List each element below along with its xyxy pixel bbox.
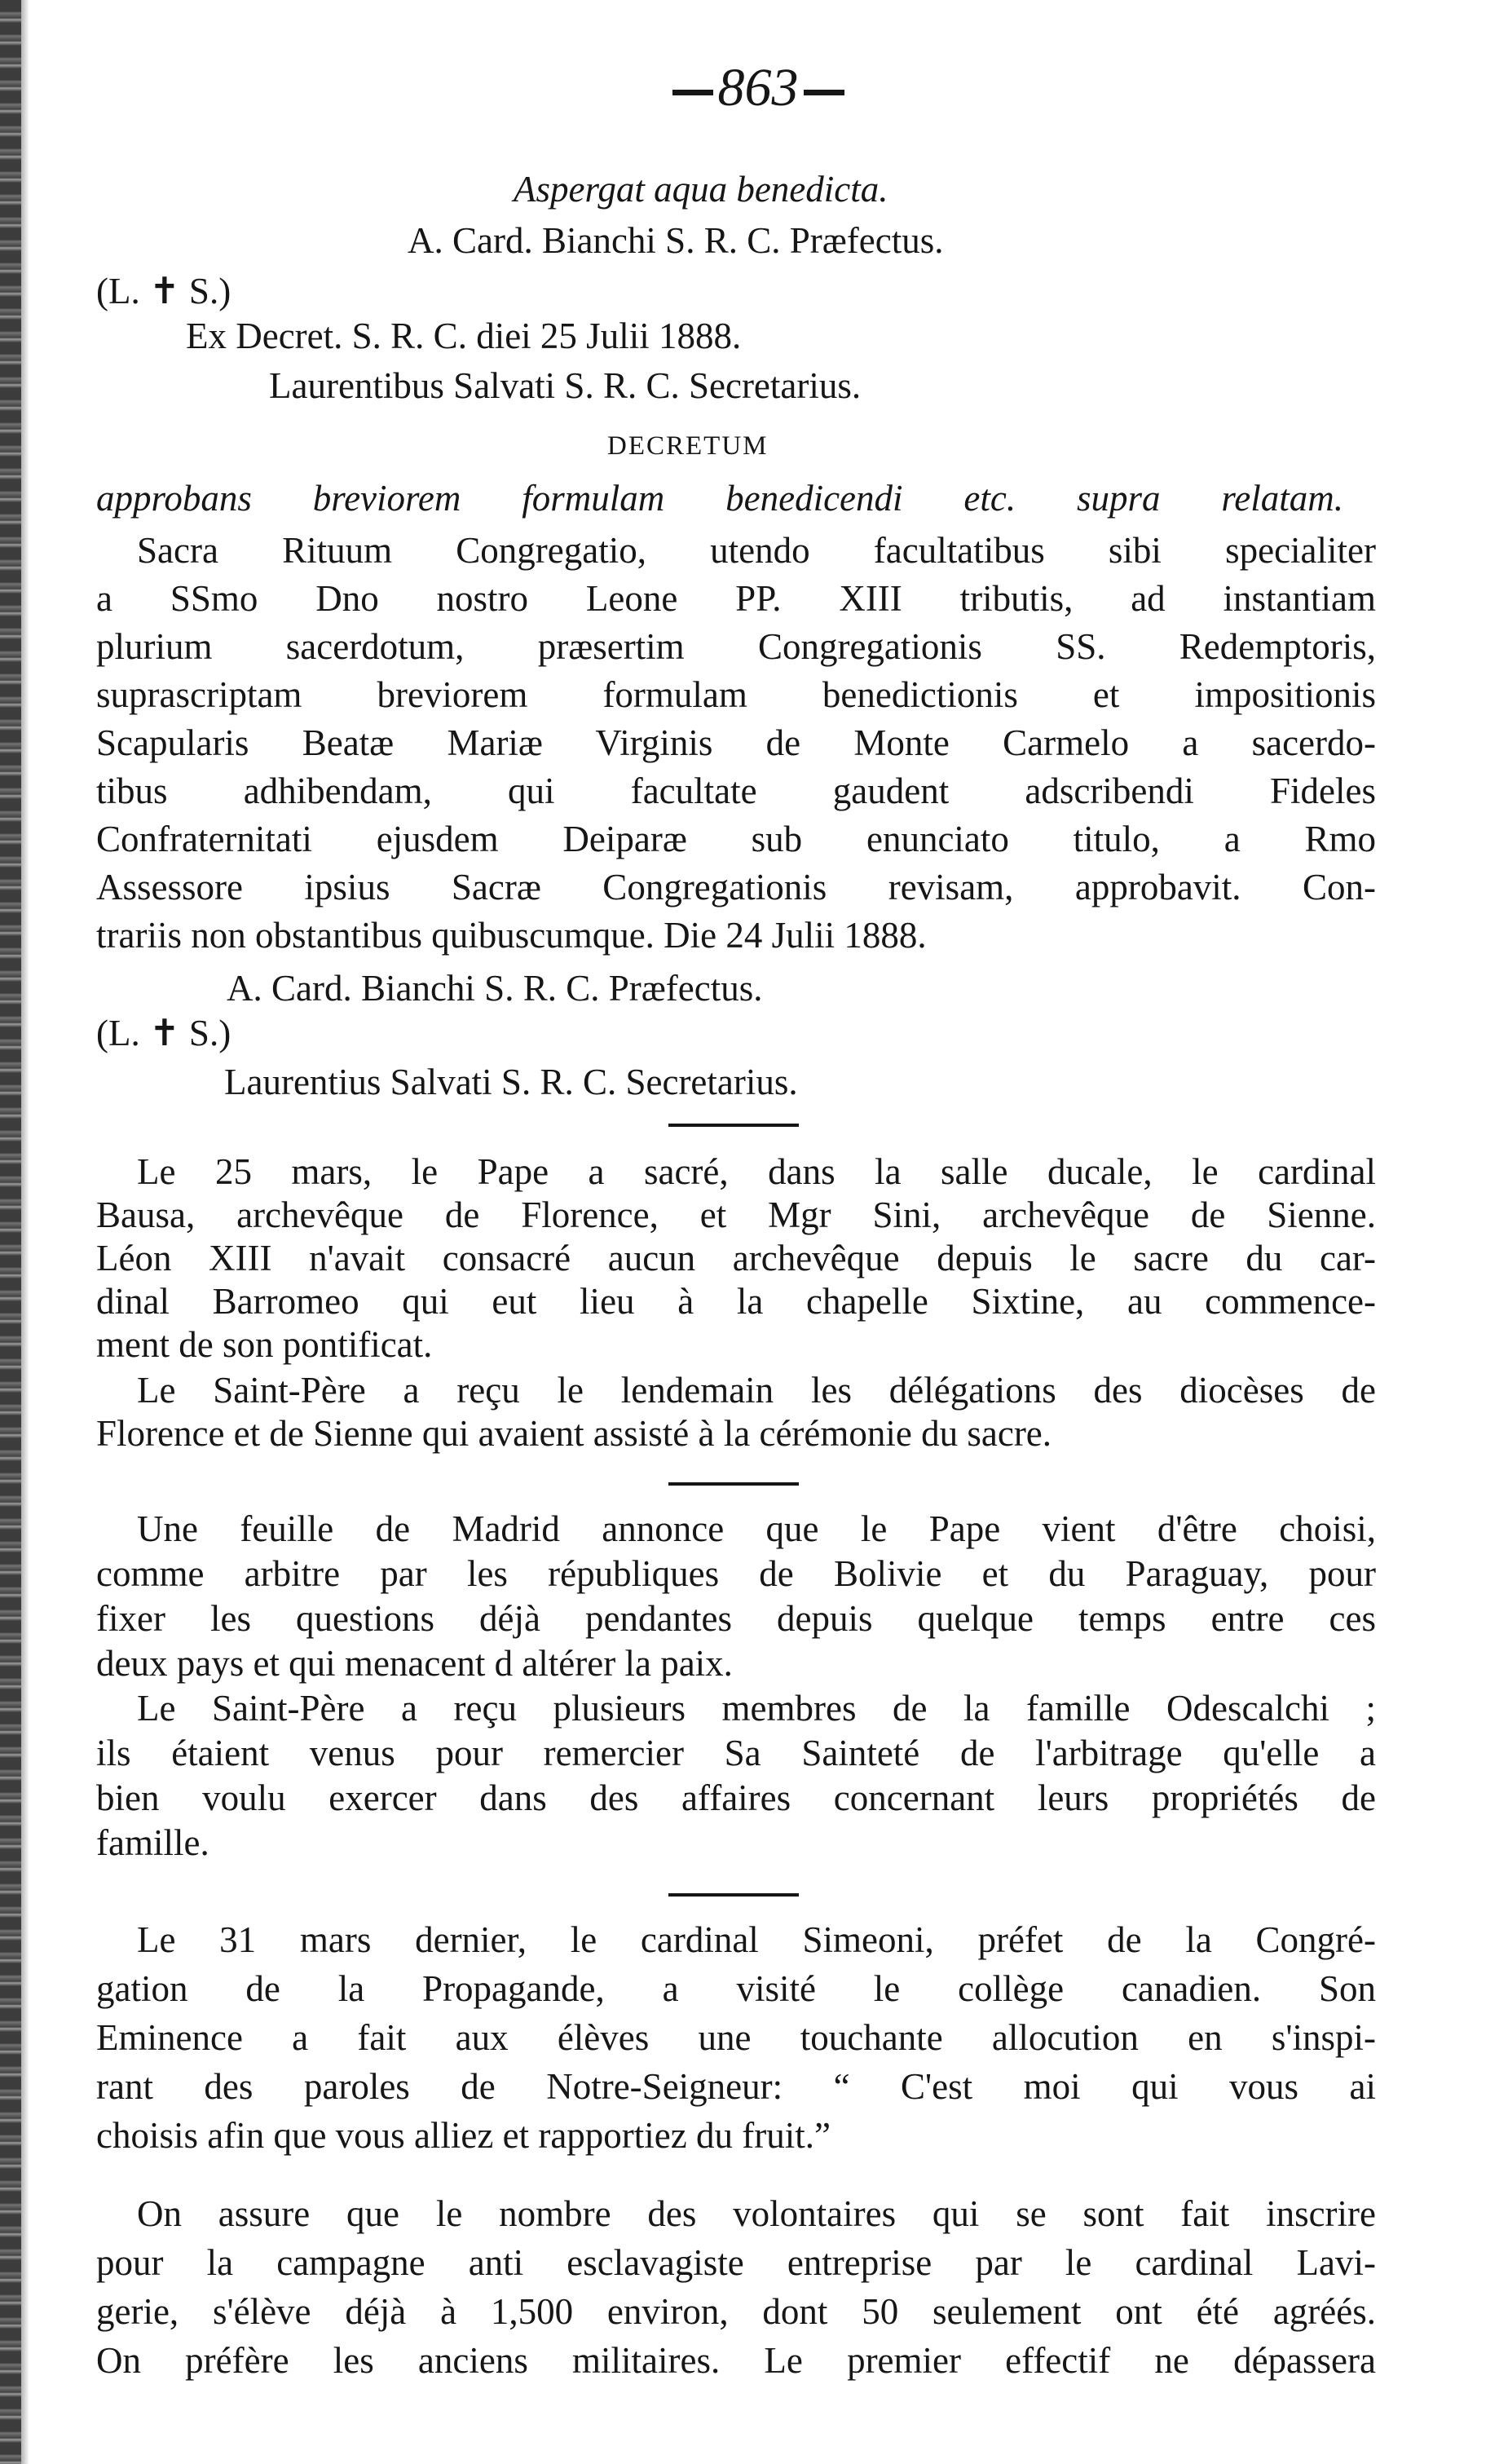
news4-line: gerie, s'élève déjà à 1,500 environ, dont 50 seulement ont été agréés. (96, 2291, 1376, 2332)
news2-line: fixer les questions déjà pendantes depuis quelque temps entre ces (96, 1598, 1376, 1639)
news1-line: Le Saint-Père a reçu le lendemain les délégations des diocèses de (137, 1370, 1376, 1411)
decretum-line: Scapularis Beatæ Mariæ Virginis de Monte Carmelo a sacerdo- (96, 722, 1376, 763)
binding-shadow (21, 0, 29, 2464)
separator-rule (668, 1893, 799, 1897)
ex-decret-line: Ex Decret. S. R. C. diei 25 Julii 1888. (186, 316, 742, 356)
asperges-line: Aspergat aqua benedicta. (514, 169, 888, 210)
news1-line: dinal Barromeo qui eut lieu à la chapelle Sixtine, au commence- (96, 1281, 1376, 1322)
news2-line: bien voulu exercer dans des affaires concernant leurs propriétés de (96, 1777, 1376, 1818)
news1-line: Léon XIII n'avait consacré aucun archevêque depuis le sacre du car- (96, 1238, 1376, 1278)
decretum-line: tibus adhibendam, qui facultate gaudent adscribendi Fideles (96, 771, 1376, 811)
news2-line: ils étaient venus pour remercier Sa Sainteté de l'arbitrage qu'elle a (96, 1733, 1376, 1773)
page-number (619, 57, 897, 130)
prefect-signature-2: A. Card. Bianchi S. R. C. Præfectus. (227, 968, 763, 1009)
seal-1: (L. ✝ S.) (96, 271, 231, 311)
news2-line: Une feuille de Madrid annonce que le Pape vient d'être choisi, (137, 1508, 1376, 1549)
secretary-signature-1: Laurentibus Salvati S. R. C. Secretarius. (269, 365, 862, 406)
secretary-signature-2: Laurentius Salvati S. R. C. Secretarius. (224, 1062, 798, 1102)
news3-line: Eminence a fait aux élèves une touchante allocution en s'inspi- (96, 2017, 1376, 2058)
page-number-text: 863 (717, 58, 799, 117)
news4-line: On assure que le nombre des volontaires qui se sont fait inscrire (137, 2193, 1376, 2234)
decretum-line: trariis non obstantibus quibuscumque. Die 24 Julii 1888. (96, 915, 927, 956)
news1-line: ment de son pontificat. (96, 1324, 433, 1365)
book-binding-edge (0, 0, 21, 2464)
news1-line: Florence et de Sienne qui avaient assisté à la cérémonie du sacre. (96, 1413, 1052, 1454)
news1-line: Bausa, archevêque de Florence, et Mgr Sini, archevêque de Sienne. (96, 1194, 1376, 1235)
ornament-dash-right (804, 90, 844, 95)
news3-line: rant des paroles de Notre-Seigneur: “ C'est moi qui vous ai (96, 2066, 1376, 2107)
news4-line: pour la campagne anti esclavagiste entreprise par le cardinal Lavi- (96, 2242, 1376, 2283)
separator-rule (668, 1124, 799, 1127)
news1-line: Le 25 mars, le Pape a sacré, dans la salle ducale, le cardinal (137, 1151, 1376, 1192)
news2-line: Le Saint-Père a reçu plusieurs membres de la famille Odescalchi ; (137, 1688, 1376, 1729)
decretum-line: suprascriptam breviorem formulam benedictionis et impositionis (96, 674, 1376, 715)
news2-line: deux pays et qui menacent d altérer la paix. (96, 1643, 733, 1684)
ornament-dash-left (672, 90, 713, 95)
news3-line: choisis afin que vous alliez et rapportiez du fruit.” (96, 2115, 831, 2156)
news3-line: gation de la Propagande, a visité le collège canadien. Son (96, 1968, 1376, 2009)
prefect-signature-1: A. Card. Bianchi S. R. C. Præfectus. (408, 220, 944, 261)
decretum-line: Sacra Rituum Congregatio, utendo facultatibus sibi specialiter (137, 530, 1376, 571)
seal-2: (L. ✝ S.) (96, 1013, 231, 1053)
news2-line: famille. (96, 1822, 209, 1863)
decretum-line: Assessore ipsius Sacræ Congregationis revisam, approbavit. Con- (96, 867, 1376, 907)
decretum-line: plurium sacerdotum, præsertim Congregationis SS. Redemptoris, (96, 626, 1376, 667)
news2-line: comme arbitre par les républiques de Bolivie et du Paraguay, pour (96, 1553, 1376, 1594)
decretum-heading: DECRETUM (607, 431, 769, 461)
decretum-line: Confraternitati ejusdem Deiparæ sub enunciato titulo, a Rmo (96, 819, 1376, 859)
separator-rule (668, 1482, 799, 1486)
decretum-line: a SSmo Dno nostro Leone PP. XIII tributis, ad instantiam (96, 578, 1376, 619)
news4-line: On préfère les anciens militaires. Le premier effectif ne dépassera (96, 2340, 1376, 2381)
decretum-subheading: approbans breviorem formulam benedicendi etc. supra relatam. (96, 478, 1343, 519)
news3-line: Le 31 mars dernier, le cardinal Simeoni, préfet de la Congré- (137, 1919, 1376, 1960)
